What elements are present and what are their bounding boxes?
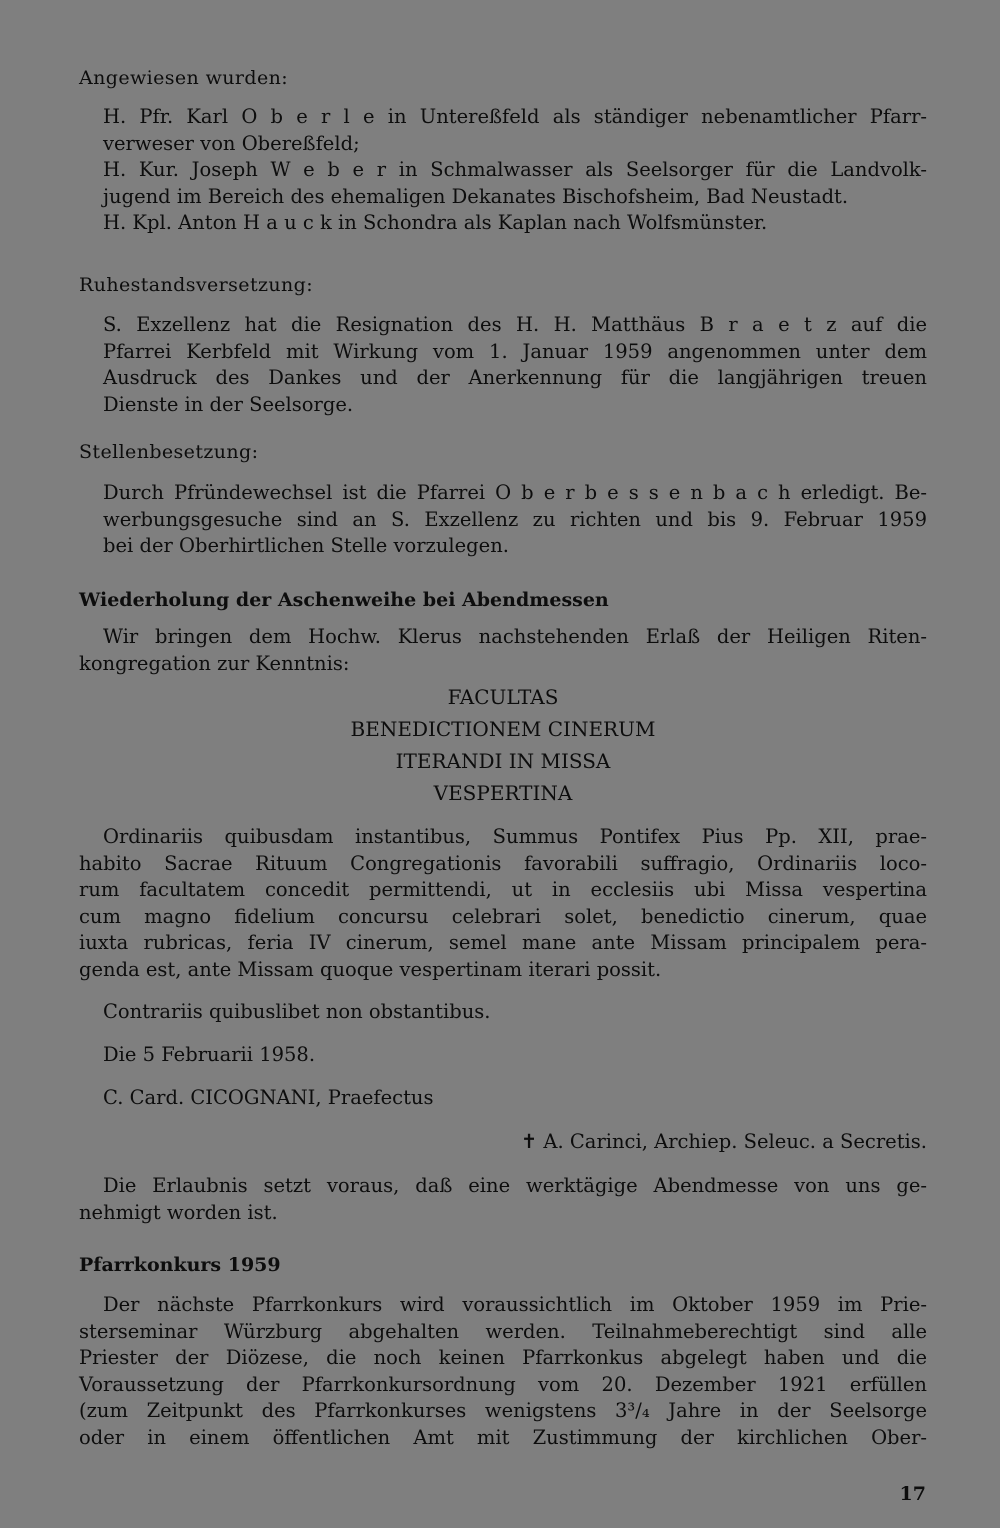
title-line: FACULTAS xyxy=(447,685,559,709)
heading-vacancy: Stellenbesetzung: xyxy=(79,441,259,463)
text-line: werbungsgesuche sind an S. Exzellenz zu richten und bis 9. Februar 1959 xyxy=(103,507,927,531)
text-line: sterseminar Würzburg abgehalten werden. Teilnahmeberechtigt sind alle xyxy=(79,1319,927,1343)
text-line: Voraussetzung der Pfarrkonkursordnung vom 20. Dezember 1921 erfüllen xyxy=(79,1372,927,1396)
text-line: Dienste in der Seelsorge. xyxy=(103,392,354,416)
text-line: genda est, ante Missam quoque vespertinam iterari possit. xyxy=(79,957,662,981)
text-line: cum magno fidelium concursu celebrari solet, benedictio cinerum, quae xyxy=(79,904,927,928)
text-line: bei der Oberhirtlichen Stelle vorzulegen. xyxy=(103,534,509,557)
title-line: ITERANDI IN MISSA xyxy=(395,749,611,773)
latin-decree xyxy=(79,824,927,983)
title-line: VESPERTINA xyxy=(433,781,573,805)
assignments-text xyxy=(103,104,927,237)
text-line: Ausdruck des Dankes und der Anerkennung für die langjährigen treuen xyxy=(103,366,927,389)
contrariis-line: Contrariis quibuslibet non obstantibus. xyxy=(103,1000,491,1023)
heading-parish-exam: Pfarrkonkurs 1959 xyxy=(79,1254,281,1276)
title-line: BENEDICTIONEM CINERUM xyxy=(350,717,656,741)
text-line: (zum Zeitpunkt des Pfarrkonkurses wenigstens 3³/₄ Jahre in der Seelsorge xyxy=(79,1399,927,1422)
text-line: H. Pfr. Karl O b e r l e in Untereßfeld als ständiger nebenamtlicher Pfarr- xyxy=(103,105,927,128)
vacancy-text xyxy=(103,480,927,560)
ash-intro xyxy=(79,624,927,677)
heading-ash-blessing: Wiederholung der Aschenweihe bei Abendmessen xyxy=(79,589,609,611)
text-line: iuxta rubricas, feria IV cinerum, semel mane ante Missam principalem pera- xyxy=(79,931,927,954)
text-line: Die Erlaubnis setzt voraus, daß eine werktägige Abendmesse von uns ge- xyxy=(103,1174,927,1197)
text-line: Der nächste Pfarrkonkurs wird voraussichtlich im Oktober 1959 im Prie- xyxy=(103,1293,927,1316)
text-line: verweser von Obereßfeld; xyxy=(103,131,360,155)
text-line: Priester der Diözese, die noch keinen Pfarrkonkus abgelegt haben und die xyxy=(79,1346,927,1369)
prefect-signature: C. Card. CICOGNANI, Praefectus xyxy=(103,1086,434,1109)
text-line: H. Kpl. Anton H a u c k in Schondra als Kaplan nach Wolfsmünster. xyxy=(103,211,768,234)
text-line: Pfarrei Kerbfeld mit Wirkung vom 1. Januar 1959 angenommen unter dem xyxy=(103,339,927,363)
retirement-text xyxy=(103,312,927,418)
text-line: rum facultatem concedit permittendi, ut in ecclesiis ubi Missa vespertina xyxy=(79,878,927,901)
text-line: kongregation zur Kenntnis: xyxy=(79,651,350,675)
text-line: jugend im Bereich des ehemaligen Dekanates Bischofsheim, Bad Neustadt. xyxy=(103,184,849,208)
text-line: H. Kur. Joseph W e b e r in Schmalwasser als Seelsorger für die Landvolk- xyxy=(103,158,927,181)
text-line: Durch Pfründewechsel ist die Pfarrei O b e r b e s s e n b a c h erledigt. Be- xyxy=(103,481,927,504)
heading-assignments: Angewiesen wurden: xyxy=(79,67,289,89)
permission-note xyxy=(79,1173,927,1226)
decree-date: Die 5 Februarii 1958. xyxy=(103,1043,316,1066)
text-line: Ordinariis quibusdam instantibus, Summus Pontifex Pius Pp. XII, prae- xyxy=(103,825,927,848)
text-line: habito Sacrae Rituum Congregationis favorabili suffragio, Ordinariis loco- xyxy=(79,851,927,875)
text-line: Wir bringen dem Hochw. Klerus nachstehenden Erlaß der Heiligen Riten- xyxy=(103,625,927,648)
text-line: oder in einem öffentlichen Amt mit Zustimmung der kirchlichen Ober- xyxy=(79,1425,927,1449)
text-line: nehmigt worden ist. xyxy=(79,1200,278,1224)
parish-exam-text xyxy=(79,1292,927,1451)
text-line: S. Exzellenz hat die Resignation des H. H. Matthäus B r a e t z auf die xyxy=(103,313,927,336)
heading-retirement: Ruhestandsversetzung: xyxy=(79,274,314,296)
facultas-title xyxy=(79,681,927,809)
secretary-signature: ✝ A. Carinci, Archiep. Seleuc. a Secretis. xyxy=(520,1130,927,1153)
page-number: 17 xyxy=(899,1483,926,1505)
